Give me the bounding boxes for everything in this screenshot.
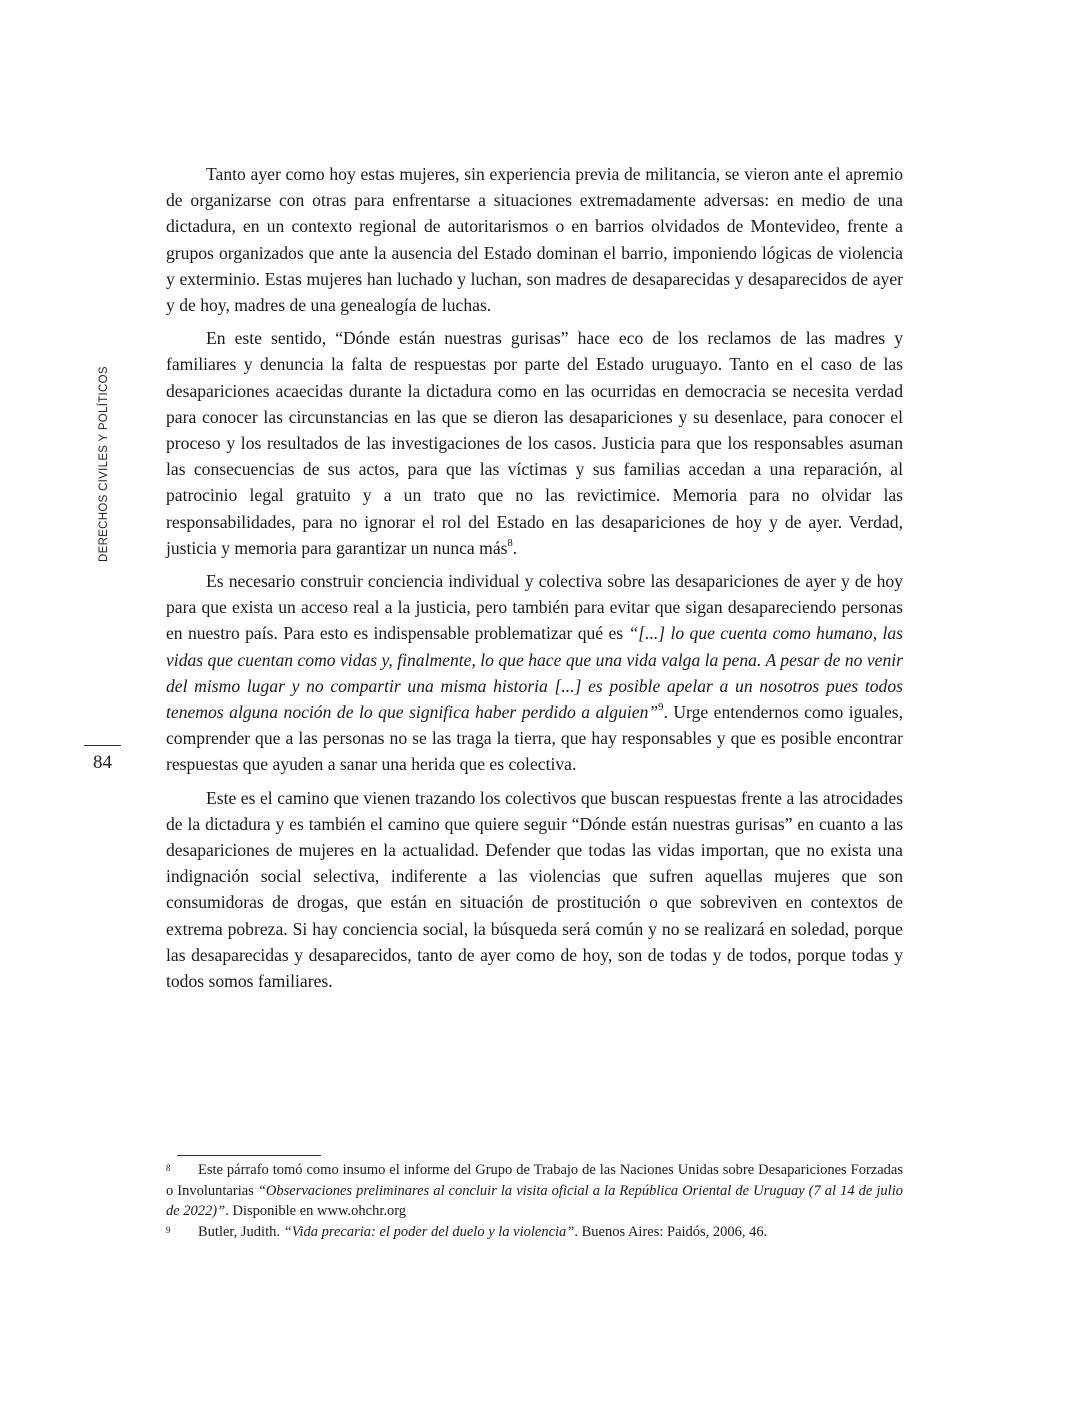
footnote-8 — [166, 1160, 903, 1222]
footnote-8-text-a: Este párrafo tomó como insumo el informe del Grupo de Trabajo de las Naciones Unidas sobre Desapariciones Forzadas o Involuntarias — [166, 1162, 903, 1199]
footnote-9 — [166, 1222, 903, 1243]
paragraph-3 — [166, 568, 903, 778]
footnote-9-mark: 9 — [166, 1224, 171, 1235]
running-header: DERECHOS CIVILES Y POLÍTICOS — [98, 366, 110, 562]
paragraph-4: Este es el camino que vienen trazando los colectivos que buscan respuestas frente a las atrocidades de la dictadura y es también el camino que quiere seguir “Dónde están nuestras gurisas” en cuanto a las desapariciones de mujeres en la actualidad. Defender que todas las vidas importan, que no exista una indignación social selectiva, indiferente a las violencias que sufren aquellas mujeres que son consumidoras de drogas, que están en situación de prostitución o que sobreviven en contextos de extrema pobreza. Si hay conciencia social, la búsqueda será común y no se realizará en soledad, porque las desaparecidas y desaparecidos, tanto de ayer como de hoy, son de todas y de todos, porque todas y todos somos familiares. — [166, 787, 903, 992]
page-number-rule — [84, 745, 121, 746]
footnote-9-text-a: Butler, Judith. — [198, 1223, 284, 1240]
footnote-ref-8[interactable]: 8 — [507, 537, 513, 549]
footnote-8-mark: 8 — [166, 1163, 171, 1173]
paragraph-2 — [166, 325, 903, 561]
footnote-ref-9[interactable]: 9 — [658, 702, 664, 714]
footnote-8-title: “Observaciones preliminares al concluir la visita oficial a la República Oriental de Uruguay (7 al 14 de julio de 2022)” — [166, 1182, 903, 1219]
footnote-rule — [177, 1155, 321, 1156]
paragraph-2-end: . — [512, 537, 518, 558]
page-number: 84 — [93, 752, 112, 773]
footnote-8-text-b: . Disponible en www.ohchr.org — [225, 1203, 407, 1219]
paragraph-1: Tanto ayer como hoy estas mujeres, sin experiencia previa de militancia, se vieron ante el apremio de organizarse con otras para enfrentarse a situaciones extremadamente adversas: en medio de una dictadura, en un contexto regional de autoritarismos o en barrios olvidados de Montevideo, frente a grupos organizados que ante la ausencia del Estado dominan el barrio, imponiendo lógicas de violencia y exterminio. Estas mujeres han luchado y luchan, son madres de desaparecidas y desaparecidos de ayer y de hoy, madres de una genealogía de luchas. — [166, 164, 903, 316]
body-text — [166, 161, 903, 994]
paragraph-2-text: En este sentido, “Dónde están nuestras gurisas” hace eco de los reclamos de las madres y familiares y denuncia la falta de respuestas por parte del Estado uruguayo. Tanto en el caso de las desapariciones acaecidas durante la dictadura como en las ocurridas en democracia se necesita verdad para conocer las circunstancias en las que se dieron las desapariciones y su desenlace, para conocer el proceso y los resultados de las investigaciones de los casos. Justicia para que los responsables asuman las consecuencias de sus actos, para que las víctimas y sus familias accedan a una reparación, al patrocinio legal gratuito y a un trato que no las revictimice. Memoria para no olvidar las responsabilidades, para no ignorar el rol del Estado en las desapariciones de hoy y de ayer. Verdad, justicia y memoria para garantizar un nunca más — [166, 328, 903, 558]
paragraph-3-quote: “[...] lo que cuenta como humano, las vidas que cuentan como vidas y, finalmente, lo que hace que una vida valga la pena. A pesar de no venir del mismo lugar y no compartir una misma historia [...] es posible apelar a un nosotros pues todos tenemos alguna noción de lo que significa haber perdido a alguien” — [166, 623, 904, 723]
footnote-9-text-b: . Buenos Aires: Paidós, 2006, 46. — [574, 1223, 768, 1240]
paragraph-3-text-a: Es necesario construir conciencia individual y colectiva sobre las desapariciones de ayer y de hoy para que exista un acceso real a la justicia, pero también para evitar que sigan desapareciendo personas en nuestro país. Para esto es indispensable problematizar qué es — [166, 571, 903, 644]
paragraph-3-text-b: . Urge entendernos como iguales, comprender que a las personas no se las traga la tierra, que hay responsables y que es posible encontrar respuestas que ayuden a sanar una herida que es colectiva. — [166, 702, 904, 775]
footnote-9-title: “Vida precaria: el poder del duelo y la violencia” — [283, 1223, 575, 1240]
footnotes — [166, 1160, 903, 1242]
